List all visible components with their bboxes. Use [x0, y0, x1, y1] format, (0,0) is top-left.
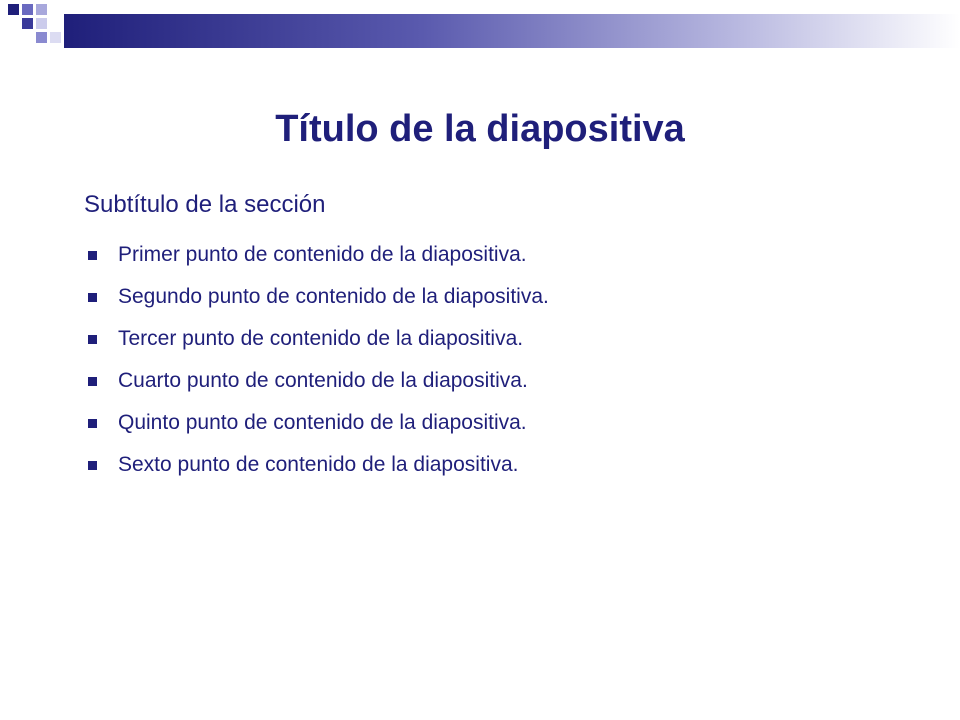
decor-square [36, 32, 47, 43]
bullet-item [84, 282, 880, 312]
slide-title: Título de la diapositiva [275, 108, 685, 151]
decor-square [8, 4, 19, 15]
bullet-text: Segundo punto de contenido de la diapositiva. [118, 285, 549, 308]
decor-square [36, 4, 47, 15]
bullet-item [84, 366, 880, 396]
square-bullet-icon [88, 335, 97, 344]
bullet-text: Sexto punto de contenido de la diapositiva. [118, 453, 519, 476]
square-bullet-icon [88, 377, 97, 386]
bullet-item [84, 240, 880, 270]
square-bullet-icon [88, 419, 97, 428]
bullet-item [84, 408, 880, 438]
bullet-text: Tercer punto de contenido de la diapositiva. [118, 327, 524, 350]
bullet-list [84, 240, 880, 492]
bullet-text: Cuarto punto de contenido de la diapositiva. [118, 369, 528, 392]
slide-subtitle: Subtítulo de la sección [84, 191, 326, 218]
bullet-item [84, 324, 880, 354]
decor-square [22, 18, 33, 29]
square-bullet-icon [88, 293, 97, 302]
square-bullet-icon [88, 251, 97, 260]
decor-square [50, 32, 61, 43]
decor-square [22, 4, 33, 15]
square-bullet-icon [88, 461, 97, 470]
bullet-text: Primer punto de contenido de la diapositiva. [118, 243, 527, 266]
bullet-text: Quinto punto de contenido de la diapositiva. [118, 411, 527, 434]
decor-square [36, 18, 47, 29]
header-gradient-bar [64, 14, 960, 48]
bullet-item [84, 450, 880, 480]
